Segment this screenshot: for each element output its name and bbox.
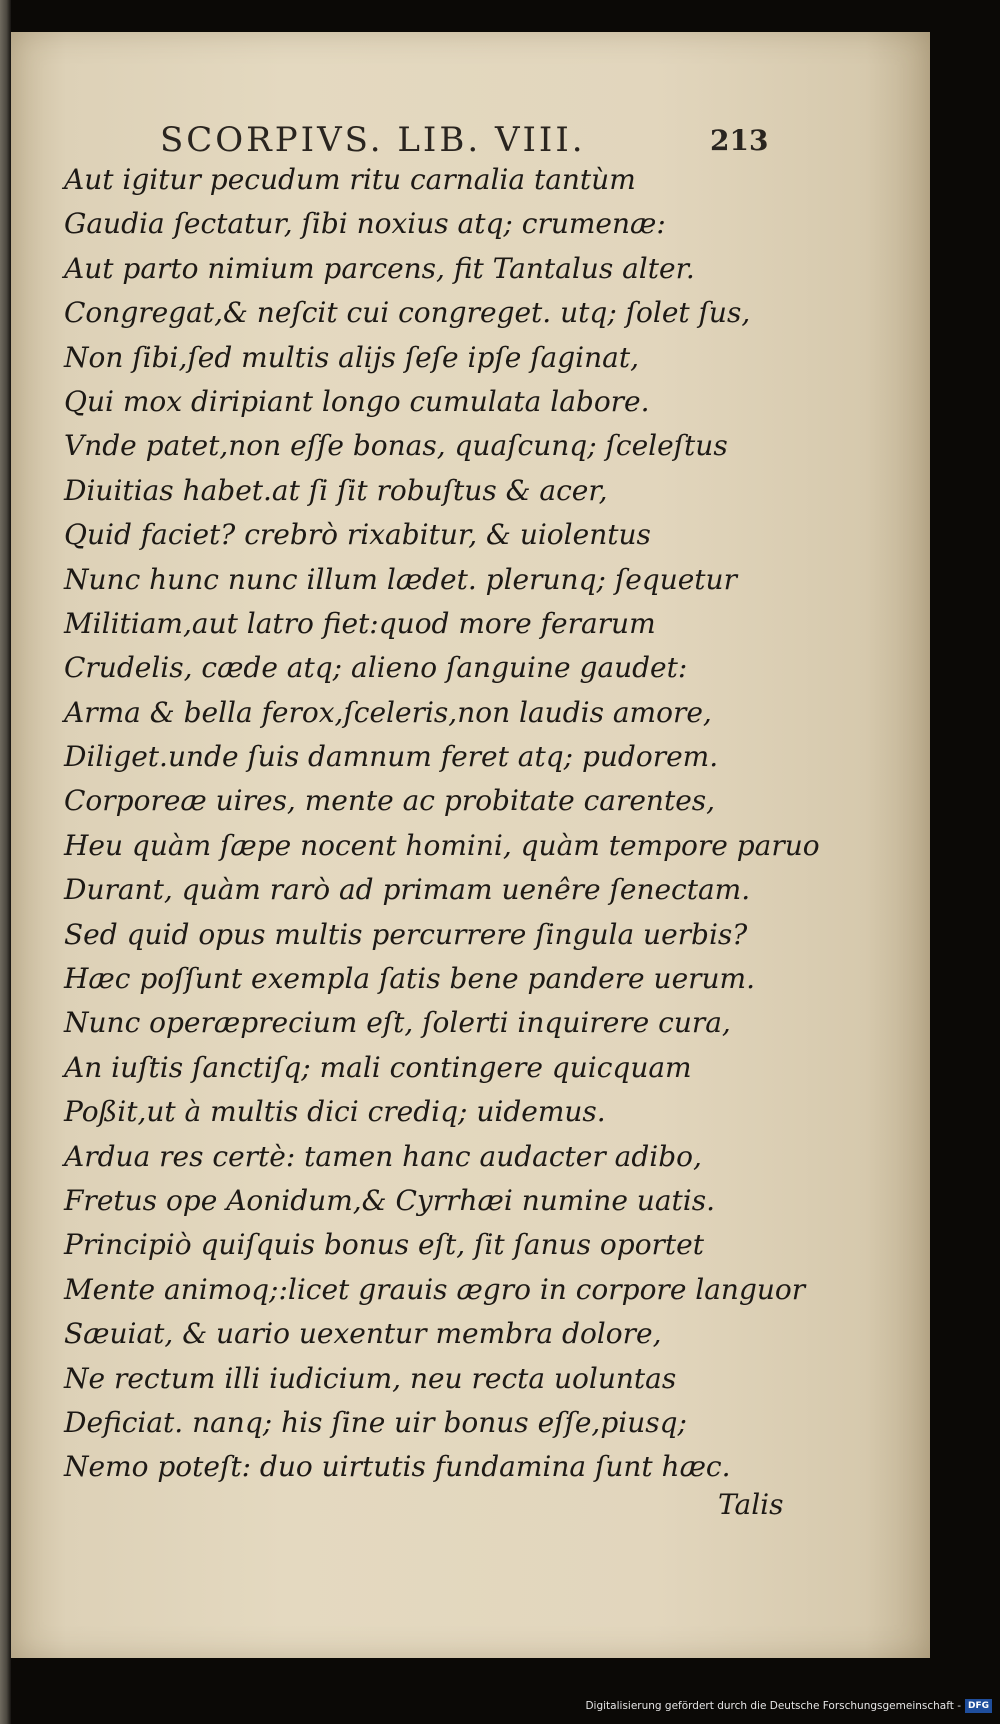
verse-line: Poßit,ut à multis dici crediq; uidemus. xyxy=(64,1095,606,1129)
verse-line: Diliget.unde ſuis damnum feret atq; pudorem. xyxy=(64,740,719,774)
verse-line: Deficiat. nanq; his ſine uir bonus eſſe,piusq; xyxy=(64,1405,687,1439)
verse-line: Fretus ope Aonidum,& Cyrrhæi numine uatis. xyxy=(64,1183,715,1217)
verse-line: Durant, quàm rarò ad primam uenêre ſenectam. xyxy=(64,873,751,907)
verse-line: Ardua res certè: tamen hanc audacter adibo, xyxy=(64,1139,702,1173)
verse-line: Vnde patet,non eſſe bonas, quaſcunq; ſceleſtus xyxy=(64,429,728,463)
verse-line: Crudelis, cæde atq; alieno ſanguine gaudet: xyxy=(64,651,688,685)
verse-line: Hæc poſſunt exempla ſatis bene pandere uerum. xyxy=(64,962,756,996)
verse-line: Nunc operæprecium eſt, ſolerti inquirere cura, xyxy=(64,1006,731,1040)
verse-line: Principiò quiſquis bonus eſt, ſit ſanus oportet xyxy=(64,1228,705,1262)
verse-line: Ne rectum illi iudicium, neu recta uoluntas xyxy=(64,1361,677,1395)
verse-line: Qui mox diripiant longo cumulata labore. xyxy=(64,384,650,418)
verse-line: Nemo poteſt: duo uirtutis fundamina ſunt hæc. xyxy=(64,1450,731,1484)
catchword: Talis xyxy=(718,1488,784,1521)
verse-line: Non ſibi,ſed multis alijs ſeſe ipſe ſaginat, xyxy=(64,340,640,374)
verse-line: Arma & bella ferox,ſceleris,non laudis amore, xyxy=(64,695,712,729)
verse-line: Diuitias habet.at ſi ſit robuſtus & acer, xyxy=(64,473,608,507)
verse-line: Corporeæ uires, mente ac probitate carentes, xyxy=(64,784,716,818)
verse-line: Nunc hunc nunc illum lædet. plerunq; ſequetur xyxy=(64,562,737,596)
running-title: SCORPIVS. LIB. VIII. xyxy=(160,120,586,160)
verse-text xyxy=(64,158,864,1490)
funding-credit: Digitalisierung gefördert durch die Deutsche Forschungsgemeinschaft - xyxy=(585,1700,961,1712)
verse-line: Aut parto nimium parcens, fit Tantalus alter. xyxy=(64,251,695,285)
verse-line: Quid faciet? crebrò rixabitur, & uiolentus xyxy=(64,518,651,552)
verse-line: An iuſtis ſanctiſq; mali contingere quicquam xyxy=(64,1050,692,1084)
verse-line: Sed quid opus multis percurrere ſingula uerbis? xyxy=(64,917,748,951)
dfg-logo: DFG xyxy=(965,1699,992,1713)
book-spine-edge xyxy=(0,0,11,1724)
verse-line: Congregat,& neſcit cui congreget. utq; ſolet ſus, xyxy=(64,296,751,330)
digitization-footer xyxy=(560,1697,992,1715)
verse-line: Sæuiat, & uario uexentur membra dolore, xyxy=(64,1317,662,1351)
page-number: 213 xyxy=(710,124,769,157)
verse-line: Aut igitur pecudum ritu carnalia tantùm xyxy=(64,163,636,196)
verse-line: Heu quàm ſæpe nocent homini, quàm tempore paruo xyxy=(64,828,820,862)
verse-line: Gaudia ſectatur, ſibi noxius atq; crumenæ: xyxy=(64,207,666,241)
verse-line: Mente animoq;:licet grauis ægro in corpore languor xyxy=(64,1272,806,1306)
verse-line: Militiam,aut latro fiet:quod more ferarum xyxy=(64,606,656,640)
